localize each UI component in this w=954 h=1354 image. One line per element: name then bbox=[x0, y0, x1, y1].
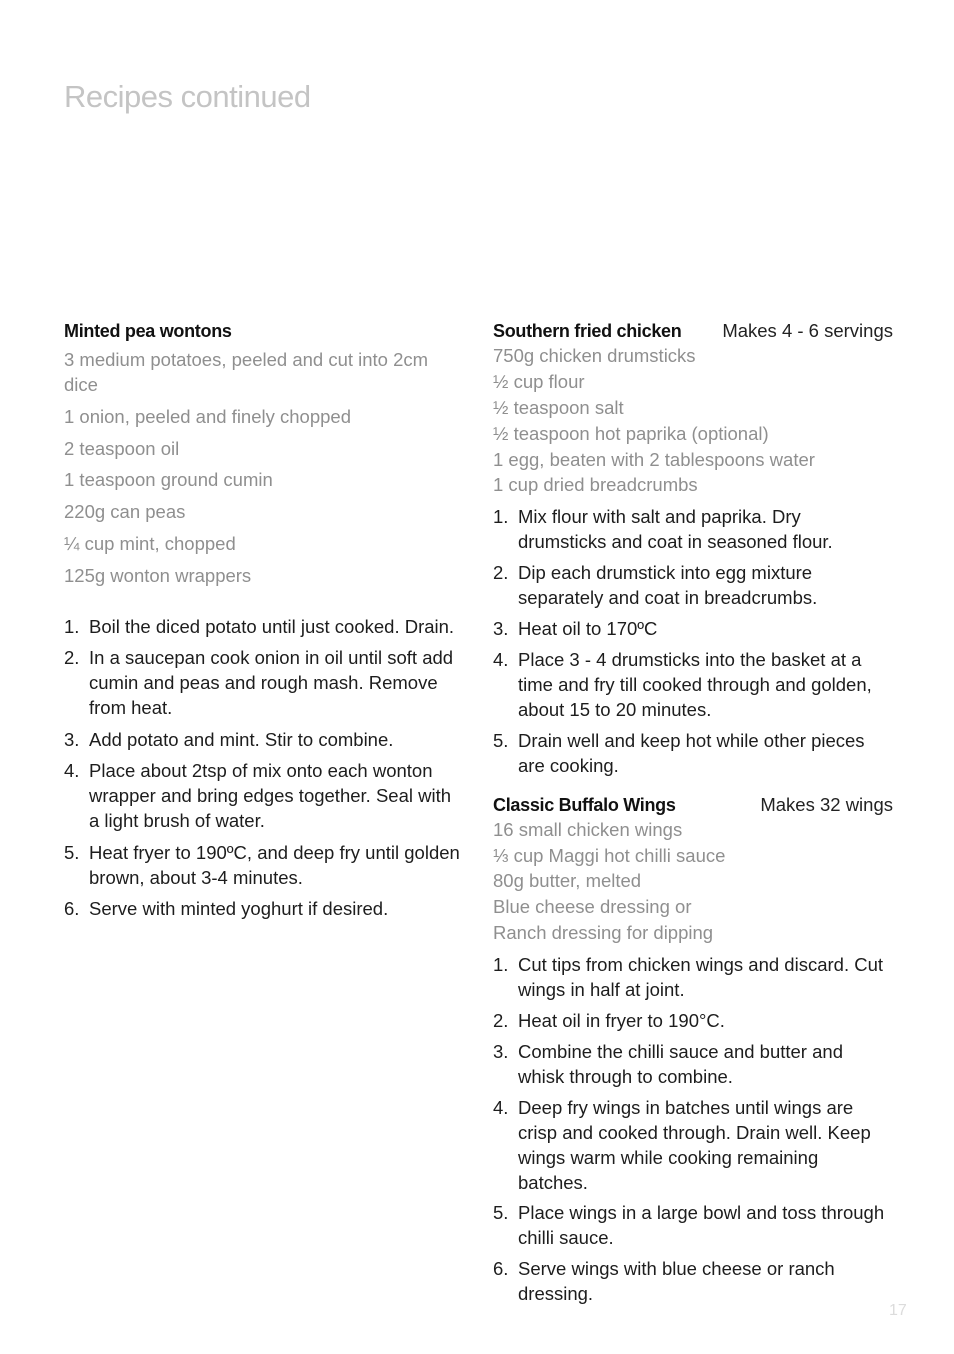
method-step bbox=[493, 728, 893, 778]
method-step bbox=[493, 1039, 893, 1089]
ingredient-item: Ranch dressing for dipping bbox=[493, 922, 714, 944]
method-step bbox=[493, 1008, 893, 1033]
ingredient-item: 80g butter, melted bbox=[493, 870, 642, 892]
step-number: 5. bbox=[493, 729, 509, 751]
step-text: Place wings in a large bowl and toss through chilli sauce. bbox=[518, 1202, 885, 1249]
step-number: 4. bbox=[493, 648, 509, 670]
recipe-header bbox=[493, 319, 893, 343]
recipe-classic-buffalo-wings bbox=[493, 793, 893, 1307]
method-step bbox=[493, 1200, 893, 1250]
method-list bbox=[64, 614, 464, 922]
method-step bbox=[64, 614, 464, 639]
step-number: 6. bbox=[64, 898, 80, 920]
step-text: Dip each drumstick into egg mixture separately and coat in breadcrumbs. bbox=[518, 562, 818, 609]
step-number: 1. bbox=[64, 615, 80, 637]
step-number: 3. bbox=[64, 728, 80, 750]
ingredient-list bbox=[64, 347, 464, 588]
ingredient-item: 750g chicken drumsticks bbox=[493, 345, 696, 366]
step-text: Combine the chilli sauce and butter and whisk through to combine. bbox=[518, 1040, 843, 1087]
ingredient-item: ⅓ cup Maggi hot chilli sauce bbox=[493, 844, 726, 866]
page-title: Recipes continued bbox=[64, 78, 311, 114]
step-text: Place about 2tsp of mix onto each wonton wrapper and bring edges together. Seal with a light brush of water. bbox=[89, 760, 452, 832]
method-step bbox=[64, 727, 464, 752]
step-text: Cut tips from chicken wings and discard. Cut wings in half at joint. bbox=[518, 954, 884, 1001]
method-step bbox=[493, 1256, 893, 1306]
step-text: Serve wings with blue cheese or ranch dressing. bbox=[518, 1258, 835, 1305]
step-text: Heat oil to 170ºC bbox=[518, 618, 658, 640]
step-text: Boil the diced potato until just cooked. Drain. bbox=[89, 615, 455, 637]
step-text: Add potato and mint. Stir to combine. bbox=[89, 728, 394, 750]
right-column bbox=[493, 319, 893, 1312]
step-number: 5. bbox=[64, 841, 80, 863]
step-text: Drain well and keep hot while other pieces are cooking. bbox=[518, 729, 865, 776]
method-step bbox=[493, 647, 893, 722]
method-list bbox=[493, 504, 893, 777]
left-column bbox=[64, 319, 464, 928]
step-text: Heat oil in fryer to 190°C. bbox=[518, 1010, 725, 1031]
step-text: Serve with minted yoghurt if desired. bbox=[89, 898, 389, 920]
method-step bbox=[64, 840, 464, 890]
step-number: 2. bbox=[64, 647, 80, 669]
step-text: Heat fryer to 190ºC, and deep fry until golden brown, about 3-4 minutes. bbox=[89, 841, 460, 888]
method-step bbox=[493, 504, 893, 554]
method-step bbox=[64, 645, 464, 720]
step-number: 4. bbox=[64, 760, 80, 782]
recipe-southern-fried-chicken bbox=[493, 319, 893, 778]
recipe-yield: Makes 4 - 6 servings bbox=[722, 320, 893, 341]
method-step bbox=[493, 952, 893, 1002]
method-step bbox=[493, 560, 893, 610]
ingredient-list bbox=[493, 343, 893, 497]
recipe-title-text: Southern fried chicken bbox=[493, 321, 682, 341]
step-text: In a saucepan cook onion in oil until soft add cumin and peas and rough mash. Remove from heat. bbox=[89, 647, 454, 719]
ingredient-item: Blue cheese dressing or bbox=[493, 896, 692, 918]
step-text: Deep fry wings in batches until wings are crisp and cooked through. Drain well. Keep wings warm while cooking remaining batches. bbox=[518, 1096, 871, 1193]
ingredient-item: ½ teaspoon salt bbox=[493, 396, 624, 418]
ingredient-item: 1 cup dried breadcrumbs bbox=[493, 474, 698, 496]
step-number: 5. bbox=[493, 1202, 509, 1224]
step-number: 1. bbox=[493, 954, 509, 976]
recipe-title-minted-pea-wontons bbox=[64, 319, 464, 343]
step-number: 1. bbox=[493, 506, 509, 528]
ingredient-item: 3 medium potatoes, peeled and cut into 2cm dice bbox=[64, 349, 429, 395]
ingredient-list bbox=[493, 817, 893, 946]
ingredient-item: 16 small chicken wings bbox=[493, 818, 683, 840]
method-step bbox=[64, 758, 464, 833]
step-number: 3. bbox=[493, 1040, 509, 1062]
ingredient-item: ¼ cup mint, chopped bbox=[64, 532, 236, 554]
page-number: 17 bbox=[889, 1302, 907, 1319]
ingredient-item: 1 teaspoon ground cumin bbox=[64, 469, 273, 491]
recipe-title-text: Classic Buffalo Wings bbox=[493, 794, 676, 815]
step-number: 4. bbox=[493, 1096, 509, 1118]
method-step bbox=[64, 896, 464, 921]
ingredient-item: 220g can peas bbox=[64, 501, 186, 523]
ingredient-item: ½ teaspoon hot paprika (optional) bbox=[493, 422, 769, 444]
ingredient-item: ½ cup flour bbox=[493, 370, 585, 392]
ingredient-item: 1 egg, beaten with 2 tablespoons water bbox=[493, 448, 815, 470]
step-number: 6. bbox=[493, 1258, 509, 1280]
ingredient-item: 2 teaspoon oil bbox=[64, 437, 180, 459]
ingredient-item: 1 onion, peeled and finely chopped bbox=[64, 405, 351, 427]
step-number: 3. bbox=[493, 618, 509, 640]
recipe-title-text: Minted pea wontons bbox=[64, 321, 232, 341]
method-step bbox=[493, 1095, 893, 1195]
method-step bbox=[493, 616, 893, 641]
recipe-header bbox=[493, 793, 893, 817]
ingredient-item: 125g wonton wrappers bbox=[64, 564, 252, 586]
method-list bbox=[493, 952, 893, 1306]
step-text: Place 3 - 4 drumsticks into the basket at a time and fry till cooked through and golden, about 15 to 20 minutes. bbox=[518, 648, 872, 720]
recipe-yield: Makes 32 wings bbox=[760, 793, 893, 815]
step-number: 2. bbox=[493, 1010, 509, 1031]
step-text: Mix flour with salt and paprika. Dry drumsticks and coat in seasoned flour. bbox=[518, 506, 833, 553]
step-number: 2. bbox=[493, 562, 509, 584]
